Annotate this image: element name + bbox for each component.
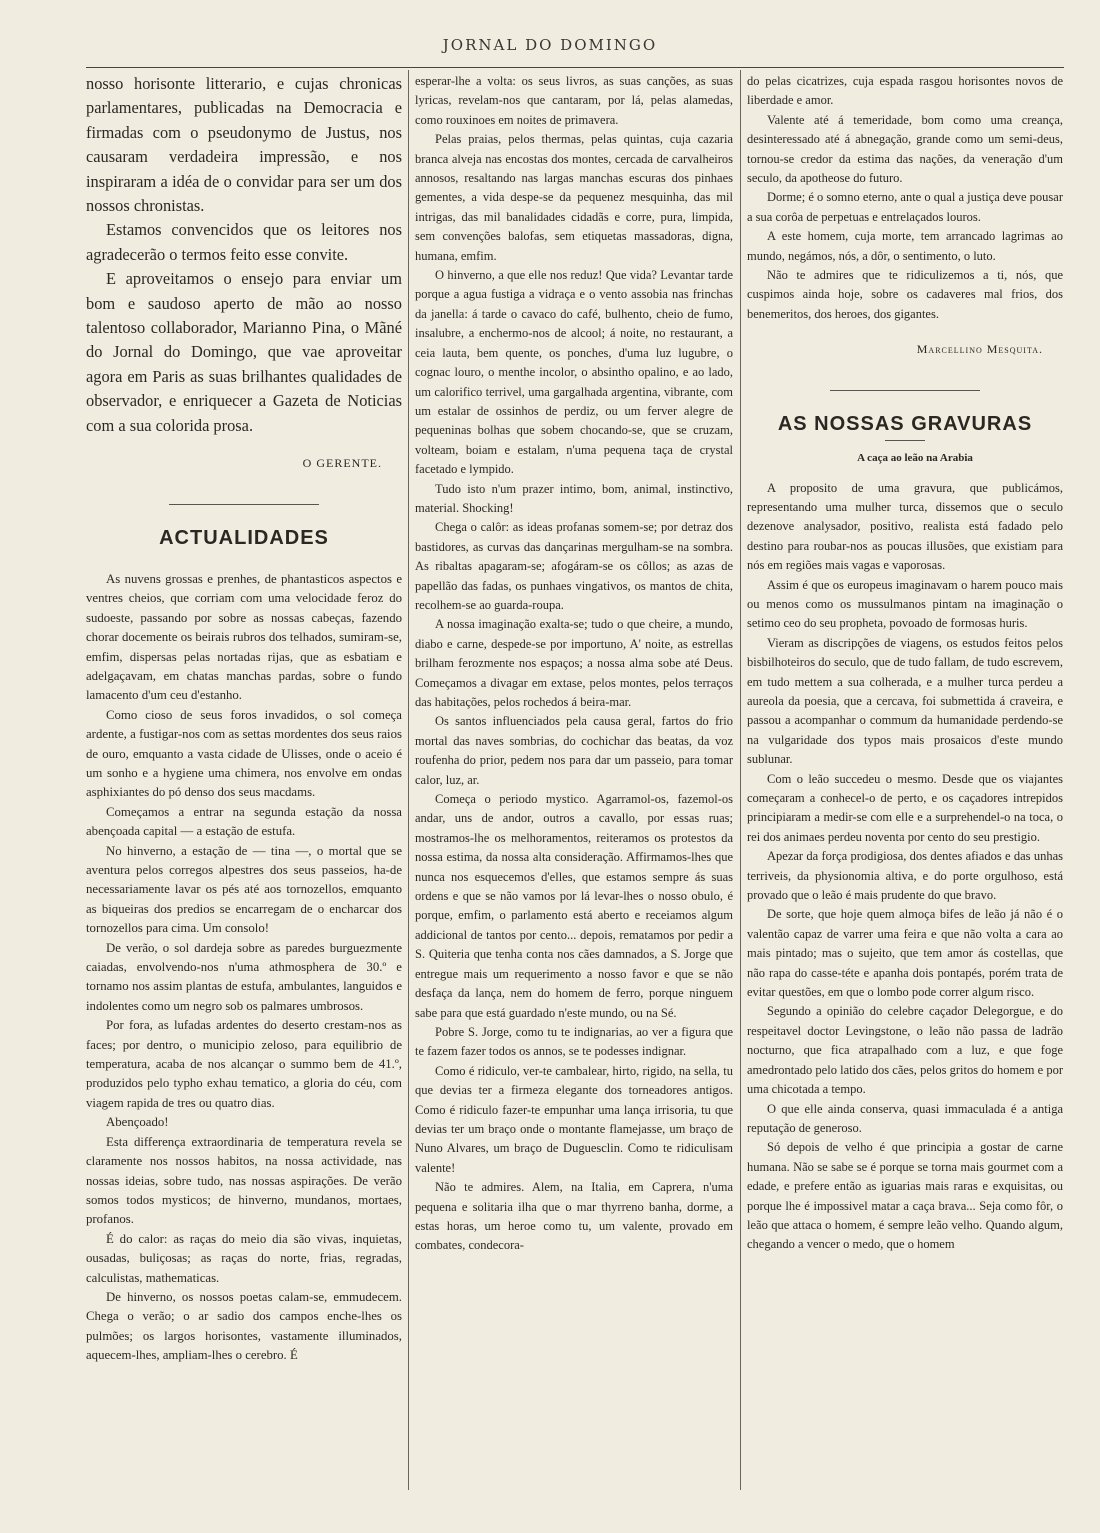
paragraph: do pelas cicatrizes, cuja espada rasgou horisontes novos de liberdade e amor.: [747, 74, 1063, 108]
column-divider: [408, 70, 409, 1490]
paragraph: É do calor: as raças do meio dia são vivas, inquietas, ousadas, buliçosas; as raças do norte, frias, regradas, calculistas, mathematicas.: [86, 1231, 402, 1285]
paragraph: Como é ridiculo, ver-te cambalear, hirto, rigido, na sella, tu que devias ter a firmeza elegante dos torneadores antigos. Como é ridiculo fazer-te empunhar uma lança irrisoria, tu que devias ter um braço onde o montante flamejasse, um braço de Nuno Alvares, um braço de Duguesclin. Como te ridiculisam valente!: [415, 1063, 733, 1175]
paragraph: E aproveitamos o ensejo para enviar um bom e saudoso aperto de mão ao nosso talentoso collaborador, Marianno Pina, o Mãné do Jornal do Domingo, que vae aproveitar agora em Paris as suas brilhantes qualidades de observador, e enriquecer a Gazeta de Noticias com a sua colorida prosa.: [86, 269, 402, 435]
paragraph: A este homem, cuja morte, tem arrancado lagrimas ao mundo, negámos, nós, a dôr, o sentimento, o luto.: [747, 229, 1063, 263]
paragraph: Só depois de velho é que principia a gostar de carne humana. Não se sabe se é porque se torna mais gourmet com a edade, e prefere então as iguarias mais raras e exquisitas, ou porque lhe é impossivel matar a caça brava... Seja como fôr, o leão que attaca o homem, é sempre leão velho. Quando algum, chegando a vencer o medo, que o homem: [747, 1140, 1063, 1252]
paragraph: Esta differença extraordinaria de temperatura revela se claramente nos nossos habitos, na nossa actividade, nas nossas ideias, sobre tudo, nas nossas aspirações. De verão somos todos mysticos; de hinverno, mundanos, mortaes, profanos.: [86, 1134, 402, 1227]
section-title: ACTUALIDADES: [159, 526, 329, 549]
column-divider: [740, 70, 741, 1490]
section-divider: [830, 390, 980, 391]
paragraph: Dorme; é o somno eterno, ante o qual a justiça deve pousar a sua corôa de perpetuas e entrelaçados louros.: [747, 190, 1063, 224]
paragraph: Começamos a entrar na segunda estação da nossa abençoada capital — a estação de estufa.: [86, 804, 402, 839]
paragraph: Vieram as discripções de viagens, os estudos feitos pelos bisbilhoteiros do seculo, que de tudo fallam, de tudo escrevem, em tudo mettem a sua colherada, e a mulher turca perdeu a aureola da poesia, que a cercava, foi submettida á craveira, e passou a acompanhar o commum da humanidade perdendo-se na vulgaridade dos typos mais prosaicos d'este mundo sublunar.: [747, 635, 1063, 767]
paragraph: Abençoado!: [106, 1115, 169, 1130]
paragraph: Chega o calôr: as ideas profanas somem-se; por detraz dos bastidores, as curvas das dançarinas mergulham-se na sombra. As ribaltas apagaram-se; afogáram-se os côllos; as azas de papellão das fadas, os punhaes vingativos, os mantos de chita, recolhem-se ao guarda-roupa.: [415, 520, 733, 612]
paragraph: De sorte, que hoje quem almoça bifes de leão já não é o valentão capaz de varrer uma feira e que não volta a cara ao mais pintado; mas o sujeito, que tem amor ás costellas, que não rapa do casse-téte e apanha dois pontapés, porém trata de evitar questões, em que o lombo pode correr algum risco.: [747, 907, 1063, 1000]
paragraph: Segundo a opinião do celebre caçador Delegorgue, e do respeitavel doctor Levingstone, o leão não passa de ladrão nocturno, que fica atrapalhado com a luz, e que foge amedrontado pelo latido dos cães, pelos gritos do homem e por uma chicotada a tempo.: [747, 1004, 1063, 1097]
paragraph: O hinverno, a que elle nos reduz! Que vida? Levantar tarde porque a agua fustiga a vidraça e o vento assobia nas frinchas da janella: á tarde o cavaco do café, bulhento, cheio de fumo, insalubre, a enchermo-nos de alcool; á noite, no restaurant, a ceia lauta, bem quente, os ponches, d'uma luz lugubre, o cognac louro, o menthe incolor, o absintho opalino, e ao lado, um calorifico terrivel, uma gargalhada argentina, vibrante, com um estalar de ossinhos de perdiz, ou um ferver alegre de pequeninas bolhas que sobem chocando-se, que se cruzam, volteam, boiam e estalam, n'uma pequena taça de crystal facetado e lympido.: [415, 268, 733, 477]
paragraph: nosso horisonte litterario, e cujas chronicas parlamentares, publicadas na Democracia e firmadas com o pseudonymo de Justus, nos causaram verdadeira impressão, e nos inspiraram a idéa de o convidar para ser um dos nossos chronistas.: [86, 74, 402, 216]
paragraph: Não te admires que te ridiculizemos a ti, nós, que cuspimos ainda hoje, sobre os cadaveres mal frios, dos benemeritos, dos heroes, dos gigantes.: [747, 268, 1063, 321]
paragraph: Assim é que os europeus imaginavam o harem pouco mais ou menos como os mussulmanos pintam na imaginação o setimo ceo do seu propheta, povoado de formosas huris.: [747, 577, 1063, 631]
column-right: [747, 72, 1063, 1255]
paragraph: Com o leão succedeu o mesmo. Desde que os viajantes começaram a conhecel-o de perto, e os caçadores intrepidos principiaram a medir-se com elle e a surprehendel-o na toca, o rei dos animaes perdeu noventa por cento do seu prestigio.: [747, 771, 1063, 844]
paragraph: A nossa imaginação exalta-se; tudo o que cheire, a mundo, diabo e carne, despede-se por importuno, A' noite, as estrellas brilham ferozmente nos espaços; a nossa alma sobe até Deus. Começamos a divagar em extase, pelos montes, pelos terraços das habitações, pelos rochedos á beira-mar.: [415, 617, 733, 709]
paragraph: Tudo isto n'um prazer intimo, bom, animal, instinctivo, material. Shocking!: [415, 481, 733, 515]
section-divider: [169, 504, 319, 505]
paragraph: De verão, o sol dardeja sobre as paredes burguezmente caiadas, envolvendo-nos n'uma athmosphera de 30.º e tornamo nos assim plantas de estufa, ambulantes, languidos e indolentes como um negro sob os palmares umbrosos.: [86, 940, 402, 1013]
header-rule: [86, 67, 1064, 68]
paragraph: esperar-lhe a volta: os seus livros, as suas canções, as suas lyricas, revelam-nos que cantaram, por lá, pelas alamedas, como rouxinoes em noites de primavera.: [415, 74, 733, 127]
paragraph: Começa o periodo mystico. Agarramol-os, fazemol-os andar, uns de andor, outros a cavallo, por essas ruas; mostramos-lhe os melhoramentos, reiteramos os protestos da nossa estima, da nossa alta consideração. Affirmamos-lhes que nunca nos esquecemos d'elles, que estamos sempre ás suas ordens e que se não vamos por lá levar-lhes o nosso obulo, é porque, emfim, o parlamento está aberto e receiamos algum addicional de tantos por cento... depois, rematamos por pedir a S. Quiteria que tenha conta nos cães damnados, a S. Jorge que entregue mais um requerimento a nosso favor e que se não desfaça da lança, nem do homem de ferro, porque ninguem sabe para que está guardado n'este mundo, ou na Sé.: [415, 792, 733, 1020]
paragraph: As nuvens grossas e prenhes, de phantasticos aspectos e ventres cheios, que corriam com uma velocidade feroz do sudoeste, passando por sobre as nossas cabeças, fazendo chorar docemente os beirais rubros dos telhados, sumiram-se, emfim, dispersas pelas nortadas rijas, que as esbatiam e adelgaçavam, em chatas manchas pardas, sobre o fundo lamacento d'um ceu d'estanho.: [86, 571, 402, 703]
signature: O GERENTE.: [302, 456, 382, 471]
paragraph: Não te admires. Alem, na Italia, em Caprera, n'uma pequena e solitaria ilha que o mar thyrreno banha, dorme, a estas horas, um heroe como tu, um valente, provado em combates, condecora-: [415, 1180, 733, 1253]
paragraph: Estamos convencidos que os leitores nos agradecerão o termos feito esse convite.: [86, 220, 402, 264]
paragraph: A proposito de uma gravura, que publicámos, representando uma mulher turca, dissemos que o seculo dezenove analysador, positivo, realista está fadado pelo destino para roubar-nos as poucas illusões, que existiam para nós em regiões mais vagas e vaporosas.: [747, 480, 1063, 573]
gerente-note: [86, 72, 402, 438]
paragraph: O que elle ainda conserva, quasi immaculada é a antiga reputação de generoso.: [747, 1101, 1063, 1135]
paragraph: Valente até á temeridade, bom como uma creança, desinteressado até á abnegação, grande como um semi-deus, tornou-se credor da estima das nações, da veneração d'um seculo, da apotheose do futuro.: [747, 112, 1063, 186]
paragraph: Os santos influenciados pela causa geral, fartos do frio mortal das naves sombrias, do cochichar das beatas, da voz roufenha do prior, pedem nos para dar um passeio, para tomar calor, luz, ar.: [415, 714, 733, 787]
paragraph: Apezar da força prodigiosa, dos dentes afiados e das unhas terriveis, da physionomia altiva, e do porte orgulhoso, está provado que o leão é mais prudente do que bravo.: [747, 849, 1063, 903]
column-left: [86, 72, 402, 1366]
paragraph: Pobre S. Jorge, como tu te indignarias, ao ver a figura que te fazem fazer todos os annos, se te podesses indignar.: [415, 1024, 733, 1059]
paragraph: No hinverno, a estação de — tina —, o mortal que se aventura pelos corregos alpestres dos seus passeios, ha-de necessariamente lavar os pés até aos tornozellos, emquanto as biqueiras dos predios se encarregam de o encharcar dos tornozellos para cima. Um consolo!: [86, 843, 402, 936]
article-subtitle: A caça ao leão na Arabia: [857, 452, 973, 465]
column-middle: [415, 72, 733, 1256]
title-divider: [885, 440, 925, 441]
newspaper-masthead: JORNAL DO DOMINGO: [442, 36, 658, 54]
paragraph: Como cioso de seus foros invadidos, o sol começa ardente, a fustigar-nos com as settas mordentes dos seus raios de ouro, emquanto a vasta cidade de Ulisses, onde o aceio é um sonho e a hygiene uma chimera, nos envolve em ondas asphixiantes do pó denso dos seus macdams.: [86, 707, 402, 800]
signature: Marcellino Mesquita.: [916, 342, 1043, 357]
paragraph: De hinverno, os nossos poetas calam-se, emmudecem. Chega o verão; o ar sadio dos campos enche-lhes os pulmões; os largos horisontes, vastamente illuminados, aquecem-lhes, ampliam-lhes o cerebro. É: [86, 1289, 402, 1363]
section-title: AS NOSSAS GRAVURAS: [777, 412, 1033, 435]
paragraph: Pelas praias, pelos thermas, pelas quintas, cuja cazaria branca alveja nas encostas dos montes, cercada de carvalheiros annosos, resaltando nas largas manchas escuras dos pinhaes gementes, a vida despe-se da pequenez mesquinha, das mil intrigas, das mil banalidades cidadãs e corre, pura, limpida, sem convenções balofas, sem etiquetas massadoras, digna, humana, emfim.: [415, 132, 733, 263]
paragraph: Por fora, as lufadas ardentes do deserto crestam-nos as faces; por dentro, o municipio zeloso, para equilibrio de temperatura, acaba de nos alcançar o summo bem de 41.º, produzidos pelo typho exhau tematico, a gloria do céu, com viagem rapida de tres ou quatro dias.: [86, 1018, 402, 1110]
